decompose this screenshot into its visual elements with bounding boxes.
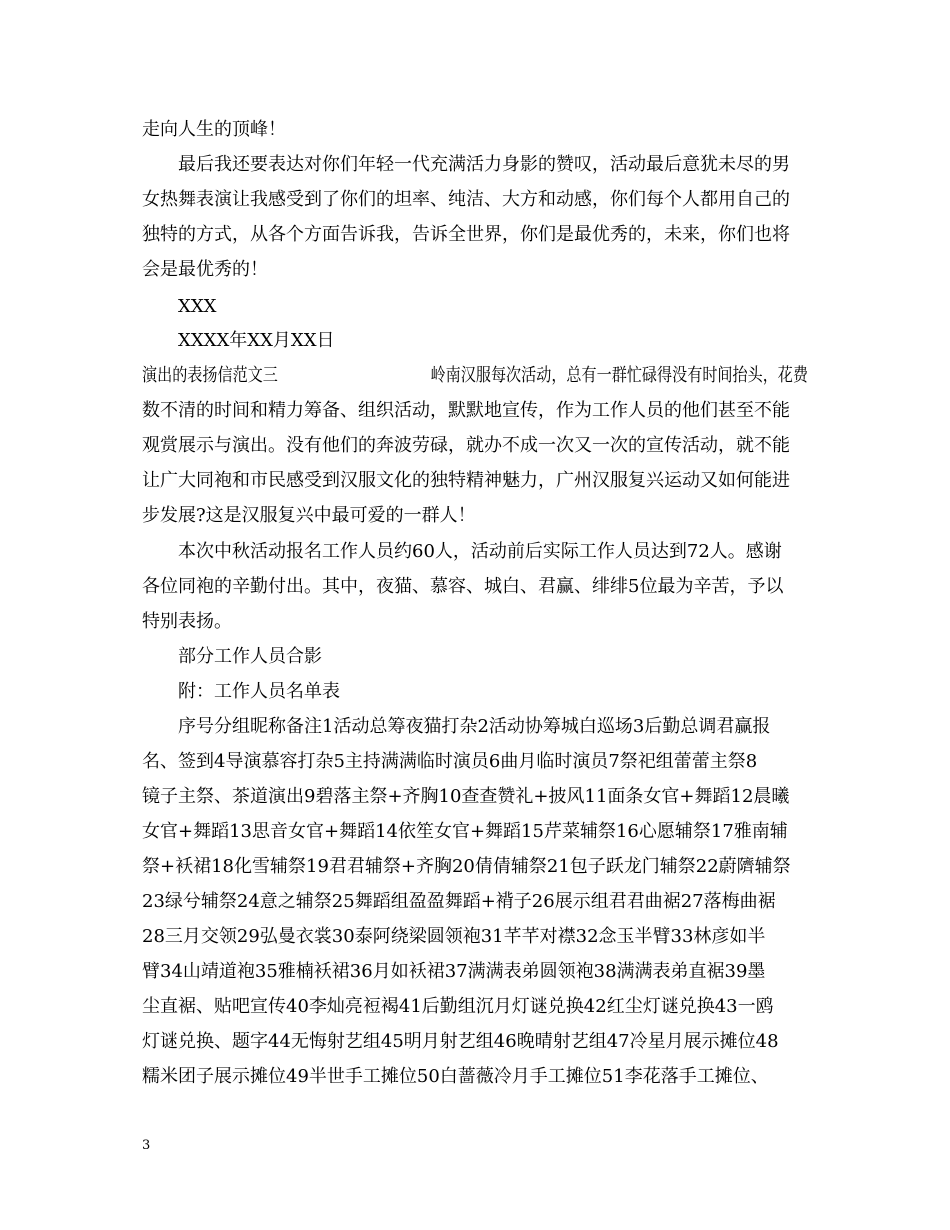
text-line: 特别表扬。 <box>142 611 232 632</box>
text-line: 镜子主祭、茶道演出9碧落主祭+齐胸10查查赞礼+披风11面条女官+舞蹈12晨曦 <box>142 786 790 807</box>
text-line: 会是最优秀的！ <box>142 259 268 280</box>
text-line: 各位同袍的辛勤付出。其中，夜猫、慕容、城白、君赢、绯绯5位最为辛苦，予以 <box>142 576 784 597</box>
text-line: 走向人生的顶峰！ <box>142 119 286 140</box>
paragraph-line: 最后我还要表达对你们年轻一代充满活力身影的赞叹，活动最后意犹未尽的男 <box>178 154 790 175</box>
paragraph-line: 序号分组昵称备注1活动总筹夜猫打杂2活动协筹城白巡场3后勤总调君赢报 <box>178 716 771 737</box>
photo-caption: 部分工作人员合影 <box>178 646 322 667</box>
text-line: 23绿兮辅祭24意之辅祭25舞蹈组盈盈舞蹈+褙子26展示组君君曲裾27落梅曲裾 <box>142 891 776 912</box>
text-line: 女热舞表演让我感受到了你们的坦率、纯洁、大方和动感，你们每个人都用自己的 <box>142 189 790 210</box>
section-heading-line <box>142 363 809 389</box>
text-line: 臂34山靖道袍35雅楠袄裙36月如袄裙37满满表弟圆领袍38满满表弟直裾39墨 <box>142 961 766 982</box>
page-number: 3 <box>142 1138 151 1153</box>
text-line: 观赏展示与演出。没有他们的奔波劳碌，就办不成一次又一次的宣传活动，就不能 <box>142 435 790 456</box>
text-line: 让广大同袍和市民感受到汉服文化的独特精神魅力，广州汉服复兴运动又如何能进 <box>142 470 790 491</box>
text-line: 名、签到4导演慕容打杂5主持满满临时演员6曲月临时演员7祭祀组蕾蕾主祭8 <box>142 751 758 772</box>
paragraph-start: 岭南汉服每次活动，总有一群忙碌得没有时间抬头，花费 <box>430 365 809 386</box>
section-title: 演出的表扬信范文三 <box>142 365 278 386</box>
text-line: 糯米团子展示摊位49半世手工摊位50白蔷薇冷月手工摊位51李花落手工摊位、 <box>142 1066 769 1087</box>
signature-name: XXX <box>178 296 217 317</box>
appendix-title: 附：工作人员名单表 <box>178 681 340 702</box>
text-line: 步发展?这是汉服复兴中最可爱的一群人！ <box>142 505 476 526</box>
text-line: 女官+舞蹈13思音女官+舞蹈14依笙女官+舞蹈15芹菜辅祭16心愿辅祭17雅南辅 <box>142 821 788 842</box>
text-line: 灯谜兑换、题字44无悔射艺组45明月射艺组46晚晴射艺组47冷星月展示摊位48 <box>142 1031 779 1052</box>
text-line: 数不清的时间和精力筹备、组织活动，默默地宣传，作为工作人员的他们甚至不能 <box>142 400 790 421</box>
signature-date: XXXX年XX月XX日 <box>178 330 335 351</box>
paragraph-line: 本次中秋活动报名工作人员约60人，活动前后实际工作人员达到72人。感谢 <box>178 541 782 562</box>
text-line: 独特的方式，从各个方面告诉我，告诉全世界，你们是最优秀的，未来，你们也将 <box>142 224 790 245</box>
text-line: 祭+袄裙18化雪辅祭19君君辅祭+齐胸20倩倩辅祭21包子跃龙门辅祭22蔚隮辅祭 <box>142 856 791 877</box>
text-line: 尘直裾、贴吧宣传40李灿亮裋褐41后勤组沉月灯谜兑换42红尘灯谜兑换43一鸥 <box>142 996 774 1017</box>
text-line: 28三月交领29弘曼衣裳30泰阿绕梁圆领袍31芊芊对襟32念玉半臂33林彦如半 <box>142 926 766 947</box>
